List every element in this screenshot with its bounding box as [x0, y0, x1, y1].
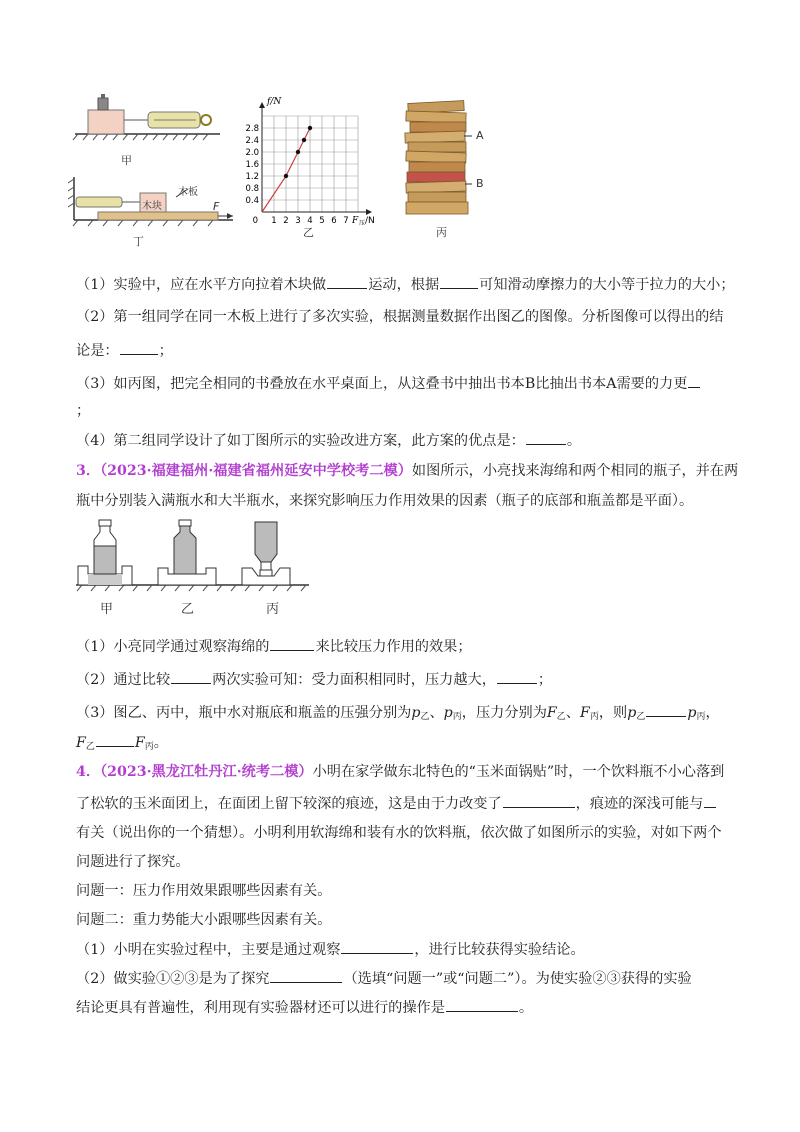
bottle-fig-label-bing: 丙	[266, 602, 280, 617]
blank[interactable]	[270, 636, 314, 651]
q3-stem-cont: 瓶中分别装入满瓶水和大半瓶水，来探究影响压力作用效果的因素（瓶子的底部和瓶盖都是平面）。	[76, 493, 694, 509]
blank[interactable]	[503, 793, 575, 808]
y-tick-label: 2.0	[245, 148, 259, 158]
bottle-fig-label-yi: 乙	[181, 602, 195, 617]
figure-ding-label: 丁	[133, 235, 144, 248]
y-tick-label: 1.2	[245, 172, 259, 182]
figure-bing-books	[402, 98, 477, 223]
q3-sub3-cont: $F_乙$ $F_丙$。	[76, 732, 736, 757]
x-tick-label: 1	[271, 216, 277, 226]
q4-stem-3: 有关（说出你的一个猜想）。小明利用软海绵和装有水的饮料瓶，依次做了如图所示的实验，对如下两个	[76, 825, 722, 841]
bottle-fig-label-jia: 甲	[100, 602, 114, 617]
x-tick-label: 3	[295, 216, 301, 226]
blank[interactable]	[646, 702, 686, 717]
figure-bing-label: 丙	[436, 226, 447, 239]
x-tick-label: 4	[307, 216, 313, 226]
figure-yi-label: 乙	[303, 226, 314, 239]
question-source: （2023·福建福州·福建省福州延安中学校考二模）	[100, 463, 412, 479]
q2-sub1: （1）实验中，应在水平方向拉着木块做 运动，根据 可知滑动摩擦力的大小等于拉力的大小；	[76, 274, 736, 295]
origin-label: 0	[252, 216, 258, 226]
y-axis-label: f/N	[267, 97, 282, 107]
figure-yi-graph	[240, 95, 400, 230]
question-number: 4．	[76, 764, 101, 780]
data-point	[308, 126, 312, 130]
q3-sub2: （2）通过比较 两次实验可知：受力面积相同时，压力越大， ；	[76, 669, 736, 690]
blank[interactable]	[704, 793, 716, 808]
q2-sub4: （4）第二组同学设计了如丁图所示的实验改进方案，此方案的优点是： 。	[76, 430, 736, 451]
data-point	[284, 174, 288, 178]
question-number: 3．	[76, 463, 101, 479]
blank[interactable]	[497, 669, 537, 684]
q4-problem-2: 问题二：重力势能大小跟哪些因素有关。	[76, 912, 332, 928]
q4-stem-2: 了松软的玉米面团上，在面团上留下较深的痕迹，这是由于力改变了 ，痕迹的深浅可能与	[76, 793, 736, 814]
data-point	[302, 138, 306, 142]
q2-sub3-cont: ；	[76, 403, 91, 419]
q4-sub1: （1）小明在实验过程中，主要是通过观察 ，进行比较获得实验结论。	[76, 939, 736, 960]
x-axis-unit: /N	[365, 216, 375, 226]
x-tick-label: 6	[331, 216, 337, 226]
x-tick-label: 7	[343, 216, 349, 226]
q4-stem-4: 问题进行了探究。	[76, 854, 190, 870]
y-tick-label: 2.4	[245, 136, 259, 146]
y-tick-label: 0.4	[245, 196, 259, 206]
blank[interactable]	[171, 669, 211, 684]
y-axis-arrow	[259, 102, 265, 108]
blank[interactable]	[96, 732, 134, 747]
blank[interactable]	[688, 373, 700, 388]
q3-stem: 3．（2023·福建福州·福建省福州延安中学校考二模）如图所示，小亮找来海绵和两个相同的瓶子，并在两	[76, 463, 739, 479]
blank[interactable]	[526, 430, 566, 445]
blank[interactable]	[270, 968, 342, 983]
figure-bottles	[74, 518, 314, 598]
blank[interactable]	[327, 274, 367, 289]
q4-sub2-cont: 结论更具有普遍性，利用现有实验器材还可以进行的操作是 。	[76, 997, 736, 1018]
board	[98, 212, 218, 220]
figure-ding-block-label: 木块	[142, 201, 162, 212]
blank[interactable]	[440, 274, 478, 289]
data-point	[296, 150, 300, 154]
figure-bing-label-B: B	[476, 177, 484, 190]
y-tick-label: 0.8	[245, 184, 259, 194]
blank[interactable]	[120, 340, 158, 355]
q2-sub2: （2）第一组同学在同一木板上进行了多次实验，根据测量数据作出图乙的图像。分析图像可以得出的结	[76, 309, 724, 325]
q4-stem: 4．（2023·黑龙江牡丹江·统考二模）小明在家学做东北特色的“玉米面锅贴”时，一个饮料瓶不小心落到	[76, 764, 725, 780]
figure-jia-label: 甲	[121, 154, 132, 167]
x-axis-label: F	[352, 216, 359, 226]
y-tick-label: 1.6	[245, 160, 259, 170]
x-axis-arrow	[366, 209, 372, 215]
q4-problem-1: 问题一：压力作用效果跟哪些因素有关。	[76, 883, 332, 899]
figure-ding-force-label: F	[213, 200, 220, 213]
weight	[98, 98, 108, 110]
figure-jia	[70, 92, 220, 167]
x-tick-label: 2	[283, 216, 289, 226]
wood-block	[88, 110, 124, 134]
q2-sub3: （3）如丙图，把完全相同的书叠放在水平桌面上，从这叠书中抽出书本B比抽出书本A需要的力更	[76, 373, 736, 394]
blank[interactable]	[446, 997, 518, 1012]
q4-sub2: （2）做实验①②③是为了探究 （选填“问题一”或“问题二”）。为使实验②③获得的实验	[76, 968, 736, 989]
figure-ding-board-label: 木板	[178, 187, 198, 198]
question-source: （2023·黑龙江牡丹江·统考二模）	[100, 764, 313, 780]
figure-bing-label-A: A	[476, 129, 484, 142]
q3-sub3: （3）图乙、丙中，瓶中水对瓶底和瓶盖的压强分别为$p_乙$、$p_丙$，压力分别为$F_乙$、$F_丙$，则$p_乙$ $p_丙$，	[76, 702, 736, 727]
blank[interactable]	[341, 939, 413, 954]
q2-sub2-cont: 论是： ；	[76, 340, 736, 361]
x-axis-sub: 压	[359, 220, 366, 227]
y-tick-label: 2.8	[245, 124, 259, 134]
x-tick-label: 5	[319, 216, 325, 226]
q3-sub1: （1）小亮同学通过观察海绵的 来比较压力作用的效果；	[76, 636, 736, 657]
